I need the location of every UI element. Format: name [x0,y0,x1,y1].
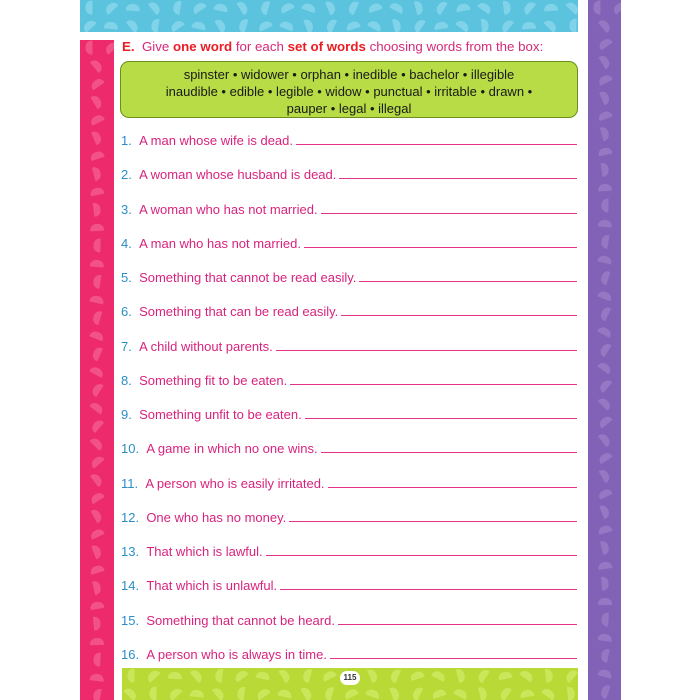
question-text: A person who is easily irritated. [145,475,325,491]
top-decorative-band [80,0,578,32]
decorative-dot [89,187,104,197]
question-row [121,539,577,559]
word-box-line: pauper • legal • illegal [286,101,412,116]
decorative-dot [564,668,578,683]
question-number: 9. [121,407,132,422]
question-text: A woman whose husband is dead. [139,167,337,183]
word-box-line: inaudible • edible • legible • widow • punctual • irritable • drawn • [165,84,533,99]
decorative-dot [365,688,381,700]
decorative-dot [519,669,534,683]
decorative-dot [343,687,359,699]
answer-line[interactable] [328,487,577,488]
question-text: Something unfit to be eaten. [139,407,302,422]
question-row [121,368,577,388]
decorative-dot [167,686,182,700]
question-number: 1. [121,133,132,148]
question-number: 16. [121,646,140,662]
decorative-dot [409,670,425,681]
decorative-dot [455,3,470,13]
decorative-dot [90,224,104,232]
decorative-dot [191,21,206,31]
answer-line[interactable] [266,555,577,556]
decorative-dot [519,689,534,698]
decorative-dot [597,73,613,86]
answer-line[interactable] [290,384,577,385]
decorative-dot [89,150,105,161]
question-row [121,471,577,491]
decorative-dot [260,0,271,15]
decorative-dot [191,1,206,15]
decorative-dot [431,688,446,699]
decorative-dot [598,396,613,411]
instruction-part: Give [141,39,174,54]
decorative-dot [477,1,492,15]
decorative-dot [599,90,611,106]
decorative-dot [90,94,103,110]
decorative-dot [236,0,249,15]
decorative-dot [148,0,162,15]
decorative-dot [597,668,612,678]
decorative-dot [214,18,227,32]
decorative-dot [600,270,611,285]
question-row [121,642,577,662]
question-text: Something that can be read easily. [139,304,339,320]
decorative-dot [103,40,114,55]
question-row [121,128,577,148]
answer-line[interactable] [289,521,577,522]
decorative-dot [545,668,554,683]
decorative-dot [594,1,601,15]
decorative-dot [255,671,270,681]
decorative-dot [500,18,514,32]
decorative-dot [91,130,103,146]
decorative-dot [126,4,140,12]
decorative-dot [389,686,401,700]
decorative-dot [597,290,613,302]
decorative-dot [601,612,609,626]
decorative-dot [89,295,104,305]
decorative-dot [601,576,609,591]
decorative-dot [86,41,93,55]
decorative-dot [598,219,613,227]
decorative-dot [93,652,101,666]
decorative-dot [598,378,612,393]
decorative-dot [86,1,93,15]
question-number: 13. [121,544,140,559]
decorative-dot [600,126,610,141]
decorative-dot [168,672,182,680]
decorative-dot [279,1,295,14]
decorative-dot [124,686,139,700]
decorative-dot [190,668,204,683]
decorative-dot [392,18,402,32]
decorative-dot [93,238,100,252]
question-number: 14. [121,578,140,594]
decorative-dot [150,18,159,32]
question-row [121,608,577,628]
decorative-dot [93,202,102,217]
decorative-dot [92,580,102,595]
decorative-dot [236,686,245,700]
decorative-dot [597,414,612,428]
decorative-dot [544,4,558,12]
decorative-dot [597,325,613,338]
question-row [121,334,577,354]
decorative-dot [257,19,273,31]
answer-line[interactable] [280,589,577,590]
decorative-dot [325,0,337,15]
decorative-dot [598,184,612,192]
question-text: Something that cannot be read easily. [139,270,357,285]
question-number: 12. [121,509,140,525]
question-number: 11. [121,475,139,491]
decorative-dot [173,0,182,15]
decorative-dot [600,234,609,249]
decorative-dot [92,274,101,289]
answer-line[interactable] [330,658,577,659]
question-number: 4. [121,235,132,251]
question-text: A child without parents. [139,338,273,354]
decorative-dot [453,687,469,700]
question-row [121,231,577,251]
decorative-dot [599,468,612,484]
question-number: 5. [121,270,132,285]
decorative-dot [90,259,105,267]
instruction-emphasis: set of words [287,39,366,54]
decorative-dot [90,601,105,610]
decorative-dot [90,436,105,451]
decorative-dot [456,668,466,683]
question-text: A man whose wife is dead. [139,133,293,148]
decorative-dot [301,2,317,13]
decorative-dot [145,668,160,683]
decorative-dot [601,162,610,177]
decorative-dot [598,561,613,570]
right-decorative-band [588,0,621,700]
decorative-dot [233,669,248,683]
decorative-dot [347,0,359,15]
decorative-dot [597,487,613,499]
decorative-dot [497,671,512,681]
decorative-dot [303,18,315,32]
decorative-dot [541,686,556,700]
decorative-dot [597,451,613,464]
decorative-dot [597,37,612,51]
answer-line[interactable] [321,213,577,214]
decorative-dot [92,166,102,181]
decorative-dot [190,689,205,697]
instruction-part: choosing words from the box: [365,39,544,54]
answer-line[interactable] [296,144,577,145]
decorative-dot [149,686,156,700]
decorative-dot [89,365,105,378]
question-number: 10. [121,441,140,457]
decorative-dot [431,669,447,682]
question-number: 3. [121,201,132,217]
decorative-dot [90,673,105,682]
decorative-dot [91,508,104,524]
decorative-dot [92,310,103,325]
answer-line[interactable] [341,315,577,316]
decorative-dot [597,524,612,535]
decorative-dot [476,668,489,683]
decorative-dot [345,20,360,31]
page-number: 115 [340,671,360,685]
answer-line[interactable] [304,247,577,248]
decorative-dot [93,616,101,631]
decorative-dot [434,0,447,15]
decorative-dot [89,400,104,414]
decorative-dot [89,113,105,126]
decorative-dot [412,18,425,32]
decorative-dot [433,21,448,30]
question-number: 6. [121,304,132,320]
question-text: Something that cannot be heard. [146,612,335,628]
word-box-line: spinster • widower • orphan • inedible • bachelor • illegible [183,67,515,82]
instruction-emphasis: one word [173,39,233,54]
decorative-dot [279,20,295,32]
decorative-dot [90,638,104,645]
question-text: That which is lawful. [146,544,263,559]
decorative-dot [522,0,536,15]
question-number: 15. [121,612,140,628]
decorative-dot [238,18,249,32]
decorative-dot [278,668,291,683]
word-box [120,61,578,118]
decorative-dot [389,668,401,683]
question-text: A game in which no one wins. [146,441,318,457]
question-text: One who has no money. [146,509,287,525]
answer-line[interactable] [359,281,577,282]
answer-line[interactable] [338,624,577,625]
decorative-dot [598,432,612,447]
decorative-dot [90,382,103,398]
decorative-dot [481,18,489,32]
question-row [121,573,577,593]
decorative-dot [600,540,610,555]
decorative-dot [600,648,610,663]
question-row [121,162,577,182]
decorative-dot [498,686,511,700]
answer-line[interactable] [305,418,577,419]
decorative-dot [597,147,612,157]
decorative-dot [567,686,575,700]
decorative-dot [89,77,104,91]
decorative-dot [302,668,313,683]
left-decorative-band [80,40,114,700]
question-text: A person who is always in time. [146,646,327,662]
decorative-dot [103,0,118,15]
decorative-dot [89,564,104,575]
decorative-dot [89,330,105,342]
decorative-dot [544,18,559,32]
decorative-dot [367,668,379,683]
decorative-dot [89,454,104,468]
decorative-dot [599,504,611,520]
decorative-dot [598,54,611,70]
decorative-dot [255,687,271,700]
question-row [121,265,577,285]
question-text: A woman who has not married. [139,201,318,217]
decorative-dot [611,0,621,15]
decorative-dot [325,18,337,32]
question-number: 8. [121,372,132,388]
exercise-letter: E [122,39,131,54]
question-text: That which is unlawful. [146,578,278,594]
decorative-dot [128,669,135,683]
decorative-dot [277,689,292,699]
decorative-dot [389,1,405,14]
decorative-dot [367,2,383,13]
decorative-dot [90,472,104,487]
decorative-dot [597,360,612,374]
decorative-dot [300,686,313,700]
decorative-dot [503,0,512,15]
decorative-dot [104,21,119,29]
decorative-dot [215,668,224,683]
decorative-dot [321,669,337,682]
question-row [121,402,577,422]
question-row [121,197,577,217]
decorative-dot [601,198,608,212]
decorative-dot [90,418,104,433]
decorative-dot [598,598,612,605]
question-text: Something fit to be eaten. [139,372,288,388]
decorative-dot [324,686,335,700]
decorative-dot [522,22,536,29]
decorative-dot [89,527,105,539]
decorative-dot [597,110,613,121]
question-row [121,299,577,319]
decorative-dot [414,0,424,15]
answer-line[interactable] [339,178,577,179]
decorative-dot [598,18,612,33]
answer-line[interactable] [321,452,577,453]
decorative-dot [597,255,612,265]
decorative-dot [91,346,103,362]
decorative-dot [91,544,103,560]
decorative-dot [90,58,104,73]
answer-line[interactable] [276,350,577,351]
decorative-dot [126,18,140,32]
decorative-dot [478,686,488,700]
decorative-dot [212,686,226,700]
decorative-dot [455,18,470,32]
decorative-dot [81,18,96,32]
question-number: 7. [121,338,132,354]
decorative-dot [367,19,383,32]
question-row [121,436,577,456]
question-text: A man who has not married. [139,235,301,251]
decorative-dot [569,18,576,32]
question-row [121,505,577,525]
decorative-dot [599,306,611,322]
decorative-dot [411,686,423,700]
decorative-dot [598,633,613,642]
decorative-dot [213,3,228,13]
decorative-dot [599,684,610,700]
exercise-instruction: E. Give one word for each set of words choosing words from the box: [122,39,544,54]
decorative-dot [598,342,611,358]
decorative-dot [169,19,185,32]
instruction-part: for each [232,39,288,54]
question-number: 2. [121,167,132,183]
decorative-dot [92,688,102,700]
decorative-dot [566,0,578,15]
decorative-dot [89,491,105,504]
